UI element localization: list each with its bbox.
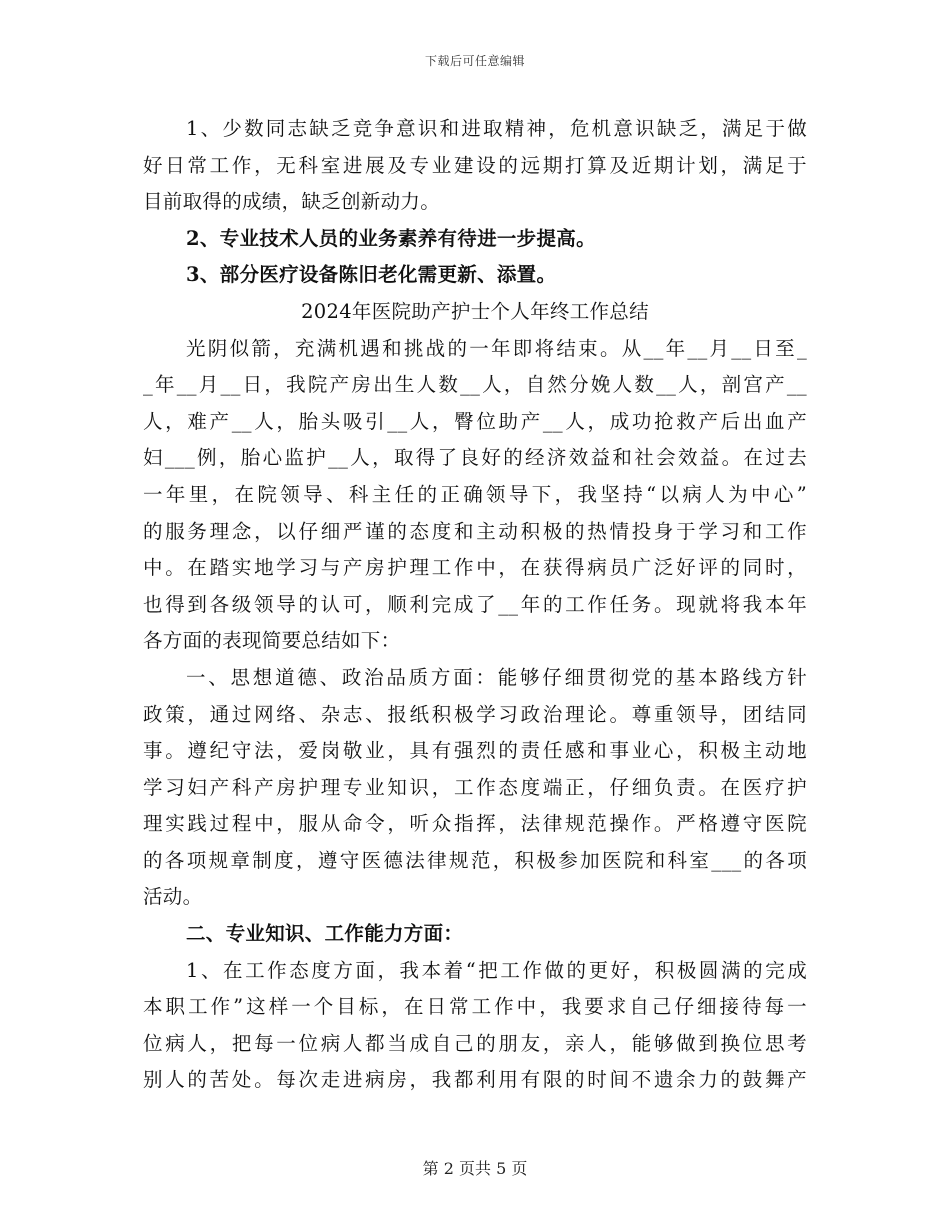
paragraph-line: 各方面的表现简要总结如下： bbox=[143, 629, 401, 653]
paragraph-line: 的服务理念，以仔细严谨的态度和主动积极的热情投身于学习和工作 bbox=[143, 519, 807, 543]
page-number: 第 2 页共 5 页 bbox=[422, 1159, 528, 1178]
paragraph-line: 中。在踏实地学习与产房护理工作中，在获得病员广泛好评的同时， bbox=[143, 556, 807, 580]
section-heading: 二、专业知识、工作能力方面： bbox=[186, 922, 464, 946]
paragraph-line: 一年里，在院领导、科主任的正确领导下，我坚持“以病人为中心” bbox=[143, 482, 807, 506]
document-body bbox=[143, 111, 807, 1099]
paragraph-line: 活动。 bbox=[143, 885, 203, 909]
paragraph-line: 的各项规章制度，遵守医德法律规范，积极参加医院和科室___的各项 bbox=[143, 848, 807, 872]
paragraph-line: 理实践过程中，服从命令，听众指挥，法律规范操作。严格遵守医院 bbox=[143, 812, 807, 836]
paragraph-line: 学习妇产科产房护理专业知识，工作态度端正，仔细负责。在医疗护 bbox=[143, 775, 807, 799]
paragraph-line: 3、部分医疗设备陈旧老化需更新、添置。 bbox=[186, 263, 557, 287]
paragraph-line: 也得到各级领导的认可，顺利完成了__年的工作任务。现就将我本年 bbox=[143, 592, 807, 616]
paragraph-line: 人，难产__人，胎头吸引__人，臀位助产__人，成功抢救产后出血产 bbox=[143, 409, 807, 433]
paragraph-line: 好日常工作，无科室进展及专业建设的远期打算及近期计划，满足于 bbox=[143, 153, 807, 177]
paragraph-line: 妇___例，胎心监护__人，取得了良好的经济效益和社会效益。在过去 bbox=[143, 446, 807, 470]
paragraph-line: 光阴似箭，充满机遇和挑战的一年即将结束。从__年__月__日至_ bbox=[186, 336, 807, 360]
paragraph-line: 一、思想道德、政治品质方面：能够仔细贯彻党的基本路线方针 bbox=[186, 665, 807, 689]
paragraph-line: 别人的苦处。每次走进病房，我都利用有限的时间不遗余力的鼓舞产 bbox=[143, 1068, 807, 1092]
paragraph-line: 政策，通过网络、杂志、报纸积极学习政治理论。尊重领导，团结同 bbox=[143, 702, 807, 726]
paragraph-line: 1、少数同志缺乏竞争意识和进取精神，危机意识缺乏，满足于做 bbox=[186, 117, 807, 140]
paragraph-line: 目前取得的成绩，缺乏创新动力。 bbox=[143, 190, 441, 214]
paragraph-line: 位病人，把每一位病人都当成自己的朋友，亲人，能够做到换位思考 bbox=[143, 1031, 807, 1055]
paragraph-line: 2、专业技术人员的业务素养有待进一步提高。 bbox=[186, 226, 596, 250]
document-title: 2024年医院助产护士个人年终工作总结 bbox=[301, 299, 649, 323]
page-header: 下载后可任意编辑 bbox=[424, 54, 525, 68]
paragraph-line: 1、在工作态度方面，我本着“把工作做的更好，积极圆满的完成 bbox=[186, 958, 807, 982]
paragraph-line: 事。遵纪守法，爱岗敬业，具有强烈的责任感和事业心，积极主动地 bbox=[143, 739, 807, 763]
paragraph-line: _年__月__日，我院产房出生人数__人，自然分娩人数__人，剖宫产__ bbox=[143, 373, 807, 397]
paragraph-line: 本职工作”这样一个目标，在日常工作中，我要求自己仔细接待每一 bbox=[143, 995, 807, 1019]
